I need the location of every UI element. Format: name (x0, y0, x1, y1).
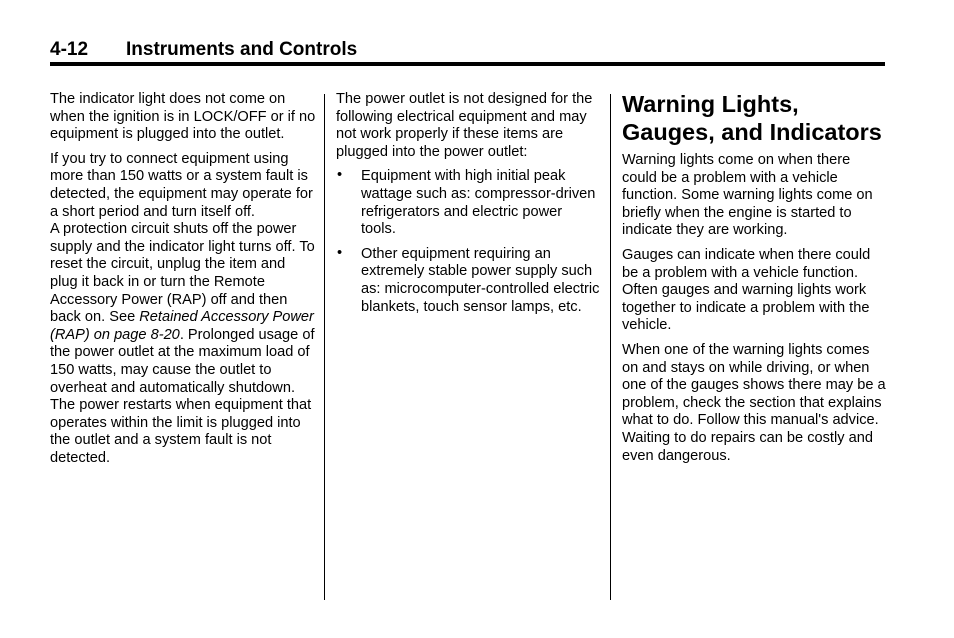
list-item-text: Other equipment requiring an extremely stable power supply such as: microcomputer-controlled electric blankets, touch sensor lamps, etc. (361, 245, 600, 315)
paragraph-gauges: Gauges can indicate when there could be a problem with a vehicle function. Often gauges and warning lights work together to indicate a problem with the vehicle. (622, 246, 871, 334)
section-title: Instruments and Controls (126, 39, 358, 60)
column-right (622, 91, 888, 472)
column-left (50, 91, 316, 474)
list-item (336, 246, 600, 316)
cross-reference-link[interactable]: Retained Accessory Power (RAP) on page 8-20 (50, 309, 314, 343)
paragraph-outlet-intro: The power outlet is not designed for the following electrical equipment and may not work properly if these items are plugged into the power outlet: (336, 91, 593, 160)
paragraph-when-warning: When one of the warning lights comes on and stays on while driving, or when one of the gauges shows there may be a problem, check the section that explains what to do. Follow this manual's advice. Waiting to do repairs can be costly and even dangerous. (622, 341, 886, 464)
column-divider-1 (324, 94, 325, 600)
paragraph-overload: If you try to connect equipment using more than 150 watts or a system fault is detected, the equipment may operate for a short period and turn itself off. (50, 150, 313, 220)
equipment-list (336, 168, 600, 316)
header-rule (50, 62, 885, 66)
protection-text-end: . Prolonged usage of the power outlet at the maximum load of 150 watts, may cause the outlet to overheat and automatically shutdown. The power restarts when equipment that operates within the limit is plugged into the outlet and a system fault is not detected. (50, 326, 315, 466)
section-heading: Warning Lights, Gauges, and Indicators (622, 91, 882, 145)
page-number: 4-12 (50, 39, 89, 60)
column-divider-2 (610, 94, 611, 600)
list-item-text: Equipment with high initial peak wattage such as: compressor-driven refrigerators and electric power tools. (361, 168, 596, 238)
paragraph-warning-lights: Warning lights come on when there could be a problem with a vehicle function. Some warning lights come on briefly when the engine is started to indicate they are working. (622, 152, 873, 239)
protection-text-start: A protection circuit shuts off the power supply and the indicator light turns off. To reset the circuit, unplug the item and plug it back in or turn the Remote Accessory Power (RAP) off and then back on. See (50, 221, 315, 326)
column-middle (336, 91, 600, 323)
bullet-icon: • (337, 244, 343, 261)
paragraph-protection-circuit (50, 221, 316, 467)
list-item (336, 168, 600, 238)
bullet-icon: • (337, 167, 343, 184)
paragraph-indicator-light: The indicator light does not come on when the ignition is in LOCK/OFF or if no equipment is plugged into the outlet. (50, 91, 316, 143)
page-header (50, 38, 885, 62)
